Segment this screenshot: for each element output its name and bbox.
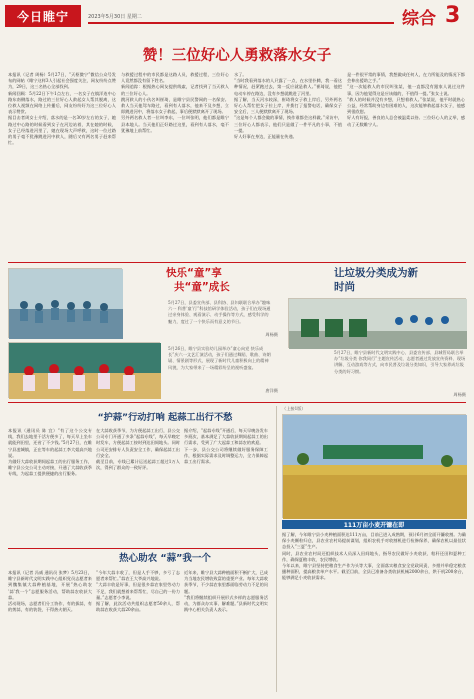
garbage-sorting-photo — [288, 298, 466, 348]
wheat-field-photo — [282, 414, 466, 518]
article-column: 水了。 “当时我看到落水的人只露了一点，在水里扑腾，我一看这种情况，赶紧跑过去，第一反应就是救人。”崔琦说，他把电动车停在路边，没有多想就跳进了河里。 据了解，当天河水较深，崔琦将女子救上岸后，另外两名好心人帮忙把女子拉上岸，并拨打了报警电话，确保女子安全后，三人便默默离开了现场。 “这是每个人都会做的事情，换作谁都会这样做。”采访中，三位好心人都表示，他们只是做了一件平凡的小事，不值一提。 好人好事在身边，正能量在传递。 — [234, 72, 342, 140]
science-activity-photo — [8, 268, 122, 338]
article-column: 据了解，今年睢宁县小麦种植面积达111万亩，目前已进入成熟期，预计6月初全面开镰收割。为确保小麦颗粒归仓，县农业农村局提前谋划，组织农机手对收割机进行检修保养，确保农机以最佳状态投入“三夏”生产。 同时，县农业农村局还组织技术人员深入田间地头，指导农民做好小麦收获、秸秆还田和夏种工作，确保夏粮丰收、农民增收。 今年以来，睢宁县坚持把粮食生产作为头等大事，全面落实粮食安全党政同责，多措并举稳定粮食播种面积，提高粮食单产水平。截至目前，全县已准备各类收获机械2000余台，烘干机200余台，能够满足小麦收获需求。 — [282, 532, 466, 581]
article-column: 在大蒜收获季节，为方便起蒜工出行，县公交公司专门开通了多条“起蒜专线”，每天早晚定时发车，方便起蒜工按时到达田间地头。同时公司还安排专人负责安全工作，确保起蒜工出行安全。 截至目前，专线已累计运送起蒜工超过1万人次，得到了群众的一致好评。 — [96, 428, 180, 471]
headline-line: 共“童”成长 — [174, 281, 230, 293]
page-number: 3 — [445, 3, 461, 28]
date-line: 2023年5月30日 星期二 — [88, 14, 142, 20]
photo-credit: 唐洋摄 — [265, 388, 278, 393]
photo-caption: 5月26日，睢宁县实验幼儿园举办“童心向党 快乐成长”庆六一文艺汇演活动，孩子们通过舞蹈、歌曲、诗朗诵、情景剧等形式，展现了新时代儿童积极向上的精神风貌，为大家带来了一场精彩纷呈的视听盛宴。 — [168, 346, 271, 370]
article-headline: 热心助农 “蒜”我一个 — [119, 553, 211, 564]
article-column: 本报讯（记者 冯威 通讯员 张梦）5月23日，睢宁县新时代文明实践中心组织党员志愿者来到魏集镇大蒜种植基地，开展“热心助农 ‘蒜’我一个”志愿服务活动，帮助蒜农收获大蒜。 活动现场，志愿者们分工协作，有的拔蒜，有的剪蒜，有的装袋，干得热火朝天。 — [8, 570, 92, 613]
headline-line: 快乐“童”享 — [166, 267, 222, 279]
article-headline: “护蒜”行动打响 起蒜工出行不愁 — [97, 412, 233, 423]
article-column: 与救援过程中的市民都是这路人员，救援过程，三位好心人竟然都没有留下姓名。 新闻追踪：根据热心网友提供线索，记者找到了当天救人的三位好心人。 跳河救人的小伙名叫崔琦，是睢宁县民警网的一名保安。救人当天他驾车路过，看到有人落水，他来不及多想，立即跳进河中，将落水女子救起，事后便默默离开了现场。 另外两名救人者一位叫李东，一位叫张明，他们都是睢宁县本地人。当天他们正好路过这里，看到有人落水，毫不犹豫地上前帮忙。 — [121, 72, 229, 133]
photo-credit: 周杨摄 — [453, 392, 466, 397]
paper-name-logo: 今日睢宁 — [5, 5, 81, 27]
divider — [8, 262, 466, 263]
article-column: 是一件很平常的事情，我想做成任何人，在力所能及的情况下都会伸出援助之手。” “这一次能救人的市民叫张某，他一直都没有跟家人说过这件事，因为他觉得这是应该做的，不值得一提。”张女士说。 “救人的时候并没有多想，只想着救人。”张某说，他平时就热心公益，经常帮助身边有困难的人，这次能够救起落水女子，他感到很欣慰。 好人有好报，善良的人总会被温柔以待。三位好心人的义举，感动了无数睢宁人。 — [347, 72, 465, 127]
article-column: 近年来，睢宁县大蒜种植面积不断扩大，已成为当地农民增收致富的重要产业。每年大蒜收获季节，不少蒜农家里都面临劳动力不足的问题。 “我们将继续组织开展形式多样的志愿服务活动，为群众办实事、解难题。”县新时代文明实践中心相关负责人表示。 — [184, 570, 268, 613]
masthead — [0, 0, 474, 40]
headline-line: 时尚 — [334, 281, 355, 293]
section-title: 综合 — [402, 9, 436, 29]
article-banner: 111万亩小麦开镰在即 — [282, 520, 466, 529]
photo-caption: 5月27日，县委宣传部、县科协、县妇联联合举办“趣味六一 科普‘童’行”科技馆研学体验活动，孩子们在现场通过亲身体验、观看演示、动手操作等方式，感受科学的魅力，度过了一个快乐而有意义的节日。 — [168, 300, 271, 324]
headline-line: 让垃圾分类成为新 — [334, 267, 418, 279]
masthead-rule — [88, 22, 394, 24]
continued-label: （上接1版） — [282, 406, 306, 411]
article-headline: 赞！三位好心人勇救落水女子 — [142, 48, 332, 64]
article-column: “今年大蒜丰收了，但是人手不够，多亏了志愿者来帮忙。”蒜农王大爷高兴地说。 “大蒜丰收是好事，但是很多蒜农家里劳动力不足，我们就想着来帮帮忙，尽自己的一份力量。”志愿者小李说。 据了解，此次活动共组织志愿者50余人，帮助蒜农收获大蒜20余亩。 — [96, 570, 180, 613]
article-headline — [334, 266, 466, 294]
divider — [8, 548, 268, 549]
photo-caption: 5月27日，睢宁县新时代文明实践中心、县委宣传部、县城管局联合举办“垃圾分类 你我同行”主题宣传活动，志愿者通过发放宣传资料、现场讲解、互动游戏等方式，向市民普及垃圾分类知识，引导大家养成垃圾分类的好习惯。 — [334, 350, 466, 374]
kindergarten-performance-photo — [8, 342, 160, 398]
column-divider — [276, 406, 277, 692]
article-column: 本报讯（通讯员 陈 宜）“有了这个公交专线，我们去地里干活方便多了，每天早上坐车就能到田里，还省了不少钱。”5月27日，在睢宁县凌城镇，正在等车的起蒜工李大姐高兴地说。 为做好大蒜收获期间起蒜工的出行服务工作，睢宁县公交公司主动对接，开通了大蒜收获季专线，为起蒜工提供便捷的出行服务。 — [8, 428, 92, 477]
article-headline — [166, 266, 278, 294]
article-column: 据介绍，“起蒜专线”开通后，每天早晚各发车多班次，基本满足了大蒜收获期间起蒜工的出行需求，受到了广大起蒜工和蒜农的欢迎。 下一步，县公交公司将继续做好服务保障工作，根据实际需求及时调整运力，全力保障起蒜工出行需求。 — [184, 428, 268, 465]
photo-credit: 周杨摄 — [265, 332, 278, 337]
article-column: 本报讯（记者 周杨）5月27日，“天枢微宁”微信公众号发布的网帖《睢宁这样3人引起社会强度关注，网友纷纷点赞为，29日，这三名热心全部找到。 新闻回顾：5月22日下午1点左右，一名女子在镇洋连中心路东南侧落水，路过的三位好心人救起女人帮其脱离，这位救人视频在网络上传播后，网友纷纷好为这三位好心人表示赞赏。 据目击者周女士介绍，落水的是一名30岁左右的女子，她路过中心路的时候看到女子在河边站着，其在她的时候，女子已经落进河里了，她在现场大声呼救，这时一位过路的男子毫不犹豫跳进河中救人，随后又有两名男子赶来帮忙。 — [8, 72, 116, 146]
divider — [8, 402, 466, 403]
